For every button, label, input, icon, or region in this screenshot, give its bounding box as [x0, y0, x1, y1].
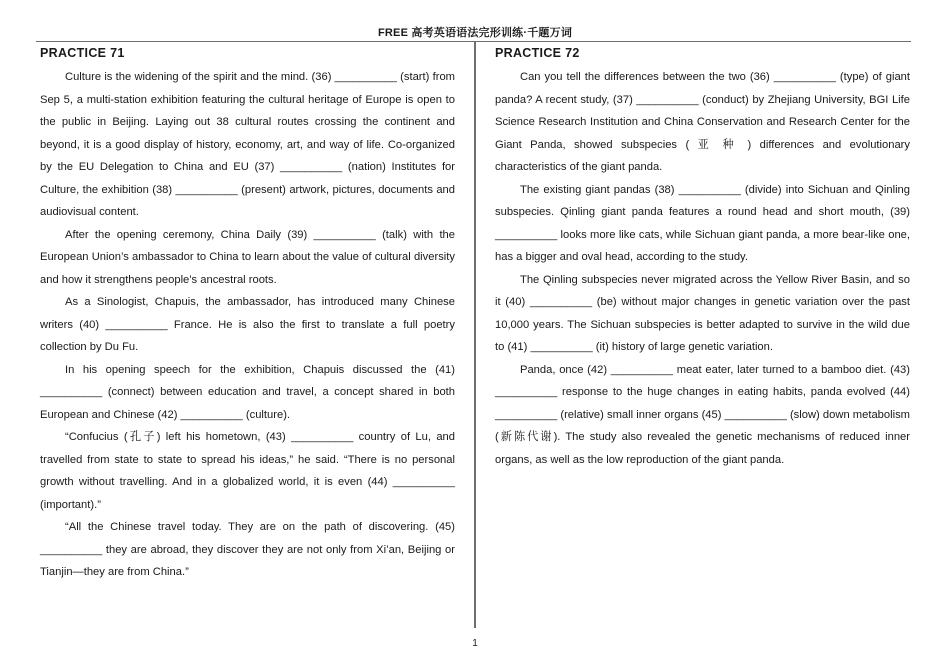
- paragraph: Panda, once (42) __________ meat eater, later turned to a bamboo diet. (43) __________ response to the huge changes in eating habits, panda evolved (44) __________ (relative) small inner organs (45) __________ (slow) down metabolism (新陈代谢). The study also revealed the genetic mechanisms of reduced inner organs, as well as the low reproduction of the giant panda.: [495, 363, 910, 466]
- column-divider: [474, 41, 476, 628]
- paragraph: Can you tell the differences between the two (36) __________ (type) of giant panda? A recent study, (37) __________ (conduct) by Zhejiang University, BGI Life Science Research Institution and China Conservation and Research Center for the Giant Panda, showed subspecies ( 亚 种 ) differences and evolutionary characteristics of the giant panda.: [495, 71, 910, 173]
- paragraph: The Qinling subspecies never migrated across the Yellow River Basin, and so it (40) __________ (be) without major changes in genetic variation over the past 10,000 years. The Sichuan subspecies is better adapted to survive in the wild due to (41) __________ (it) history of large genetic variation.: [495, 273, 910, 353]
- paragraph: The existing giant pandas (38) __________ (divide) into Sichuan and Qinling subspecies. Qinling giant panda features a round head and short mouth, (39) __________ looks more like cats, while Sichuan giant panda, a more bear-like one, has a bigger and oval head, according to the study.: [495, 183, 910, 263]
- practice-72-title: PRACTICE 72: [495, 46, 580, 60]
- practice-71-title: PRACTICE 71: [40, 46, 125, 60]
- paragraph: “All the Chinese travel today. They are on the path of discovering. (45) __________ they are abroad, they discover they are not only from Xi’an, Beijing or Tianjin—they are from China.”: [40, 521, 455, 578]
- paragraph: Culture is the widening of the spirit and the mind. (36) __________ (start) from Sep 5, a multi-station exhibition featuring the cultural heritage of Europe is open to the public in Beijing. Laying out 38 cultural routes crossing the continent and beyond, it is a good display of history, economy, art, and way of life. Co-organized by the EU Delegation to China and EU (37) __________ (nation) Institutes for Culture, the exhibition (38) __________ (present) artwork, pictures, documents and audiovisual content.: [40, 71, 455, 218]
- paragraph: As a Sinologist, Chapuis, the ambassador, has introduced many Chinese writers (40) __________ France. He is also the first to translate a full poetry collection by Du Fu.: [40, 296, 455, 353]
- page-header: FREE 高考英语语法完形训练·千题万词: [377, 27, 573, 39]
- practice-71-column: [40, 46, 455, 584]
- practice-72-column: [495, 46, 910, 471]
- paragraph: After the opening ceremony, China Daily (39) __________ (talk) with the European Union’s ambassador to China to learn about the value of cultural diversity and how it strengthens people’s ancestral roots.: [40, 228, 455, 286]
- paragraph: In his opening speech for the exhibition, Chapuis discussed the (41) __________ (connect) between education and travel, a concept shared in both European and Chinese (42) __________ (culture).: [40, 363, 455, 421]
- paragraph: “Confucius (孔子) left his hometown, (43) __________ country of Lu, and travelled from state to state to spread his ideas,” he said. “There is no personal growth without travelling. And in a globalized world, it is even (44) __________ (important).”: [40, 431, 455, 511]
- page-number: 1: [472, 638, 478, 649]
